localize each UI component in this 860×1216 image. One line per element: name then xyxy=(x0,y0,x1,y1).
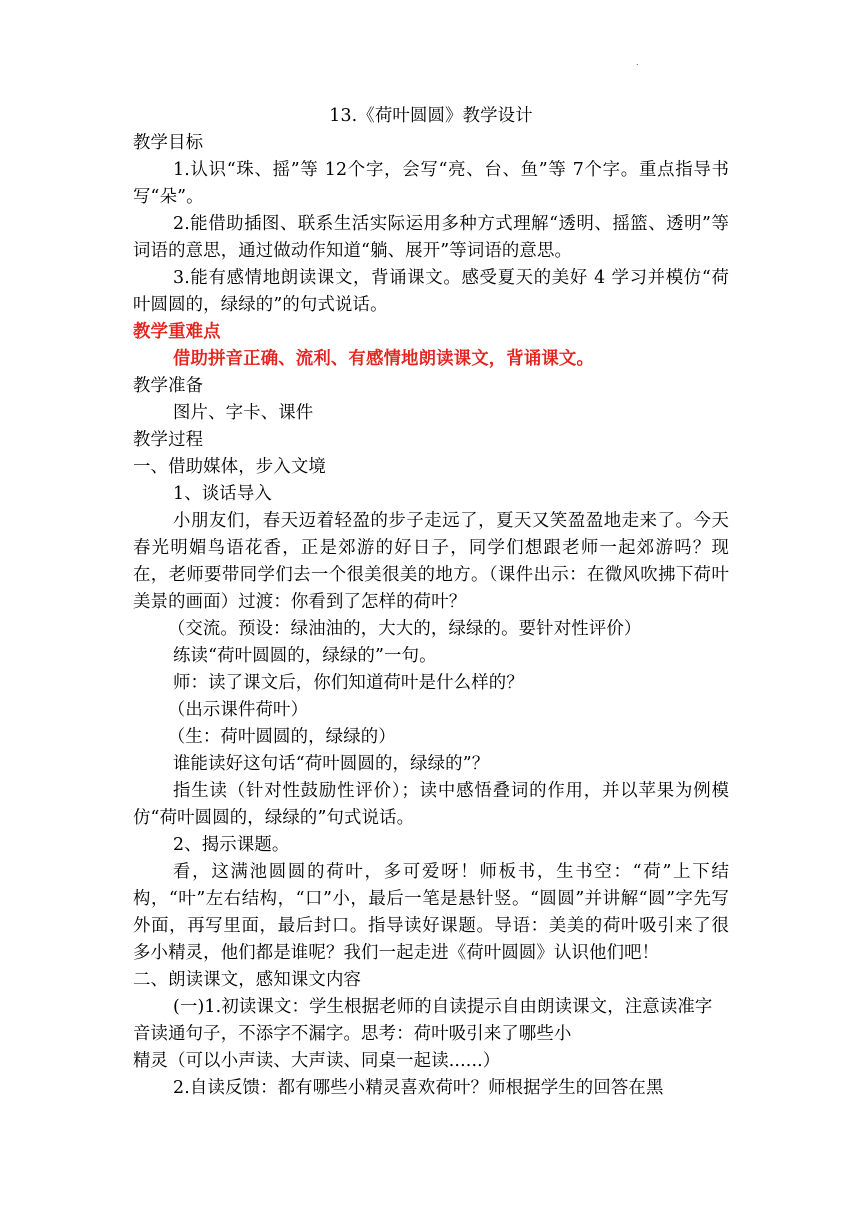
step-2-heading: 2、揭示课题。 xyxy=(173,835,290,855)
guide-reading-paragraph: 指生读（针对性鼓励性评价）；读中感悟叠词的作用，并以苹果为例模仿“荷叶圆圆的，绿绿的”句式说话。 xyxy=(133,781,729,828)
document-title: 13.《荷叶圆圆》教学设计 xyxy=(329,106,533,126)
intro-paragraph: 小朋友们，春天迈着轻盈的步子走远了，夏天又笑盈盈地走来了。今天春光明媚鸟语花香，正是郊游的好日子，同学们想跟老师一起郊游吗？现在，老师要带同学们去一个很美很美的地方。（课件出示：在微风吹拂下荷叶美景的画面）过渡：你看到了怎样的荷叶？ xyxy=(133,511,729,612)
who-reads-line: 谁能读好这句话“荷叶圆圆的，绿绿的”？ xyxy=(173,754,490,774)
part-1-heading: 一、借助媒体，步入文境 xyxy=(133,457,326,477)
goal-1: 1.认识“珠、摇”等 12个字，会写“亮、台、鱼”等 7个字。重点指导书写“朵”。 xyxy=(133,160,729,207)
page-mark: . xyxy=(636,58,639,67)
practice-line: 练读“荷叶圆圆的，绿绿的”一句。 xyxy=(173,646,437,666)
process-heading: 教学过程 xyxy=(133,430,204,450)
document-body xyxy=(133,103,729,1102)
goal-2: 2.能借助插图、联系生活实际运用多种方式理解“透明、摇篮、透明”等词语的意思，通过做动作知道“躺、展开”等词语的意思。 xyxy=(133,214,729,261)
student-answer: （生：荷叶圆圆的，绿绿的） xyxy=(167,727,396,747)
goal-3: 3.能有感情地朗读课文，背诵课文。感受夏天的美好 4 学习并模仿“荷叶圆圆的，绿绿的”的句式说话。 xyxy=(133,268,729,315)
goals-heading: 教学目标 xyxy=(133,133,204,153)
key-points-heading: 教学重难点 xyxy=(133,322,221,342)
self-reading-feedback: 2.自读反馈：都有哪些小精灵喜欢荷叶？师根据学生的回答在黑 xyxy=(173,1078,664,1098)
step-1-heading: 1、谈话导入 xyxy=(173,484,272,504)
part-2-heading: 二、朗读课文，感知课文内容 xyxy=(133,970,362,990)
preparation-text: 图片、字卡、课件 xyxy=(173,403,314,423)
key-points-text: 借助拼音正确、流利、有感情地朗读课文，背诵课文。 xyxy=(173,349,594,369)
exchange-note: （交流。预设：绿油油的，大大的，绿绿的。要针对性评价） xyxy=(167,619,642,639)
preparation-heading: 教学准备 xyxy=(133,376,204,396)
teacher-question: 师：读了课文后，你们知道荷叶是什么样的？ xyxy=(173,673,524,693)
first-reading-line-2: 精灵（可以小声读、大声读、同桌一起读......） xyxy=(133,1051,501,1071)
reveal-title-paragraph: 看，这满池圆圆的荷叶，多可爱呀！师板书，生书空：“荷”上下结构，“叶”左右结构，“口”小，最后一笔是悬针竖。“圆圆”并讲解“圆”字先写外面，再写里面，最后封口。指导读好课题。导语：美美的荷叶吸引来了很多小精灵，他们都是谁呢？我们一起走进《荷叶圆圆》认识他们吧！ xyxy=(133,862,729,963)
show-courseware: （出示课件荷叶） xyxy=(167,700,309,720)
first-reading-line-1: (一)1.初读课文：学生根据老师的自读提示自由朗读课文，注意读准字音读通句子，不添字不漏字。思考：荷叶吸引来了哪些小 xyxy=(133,997,713,1044)
